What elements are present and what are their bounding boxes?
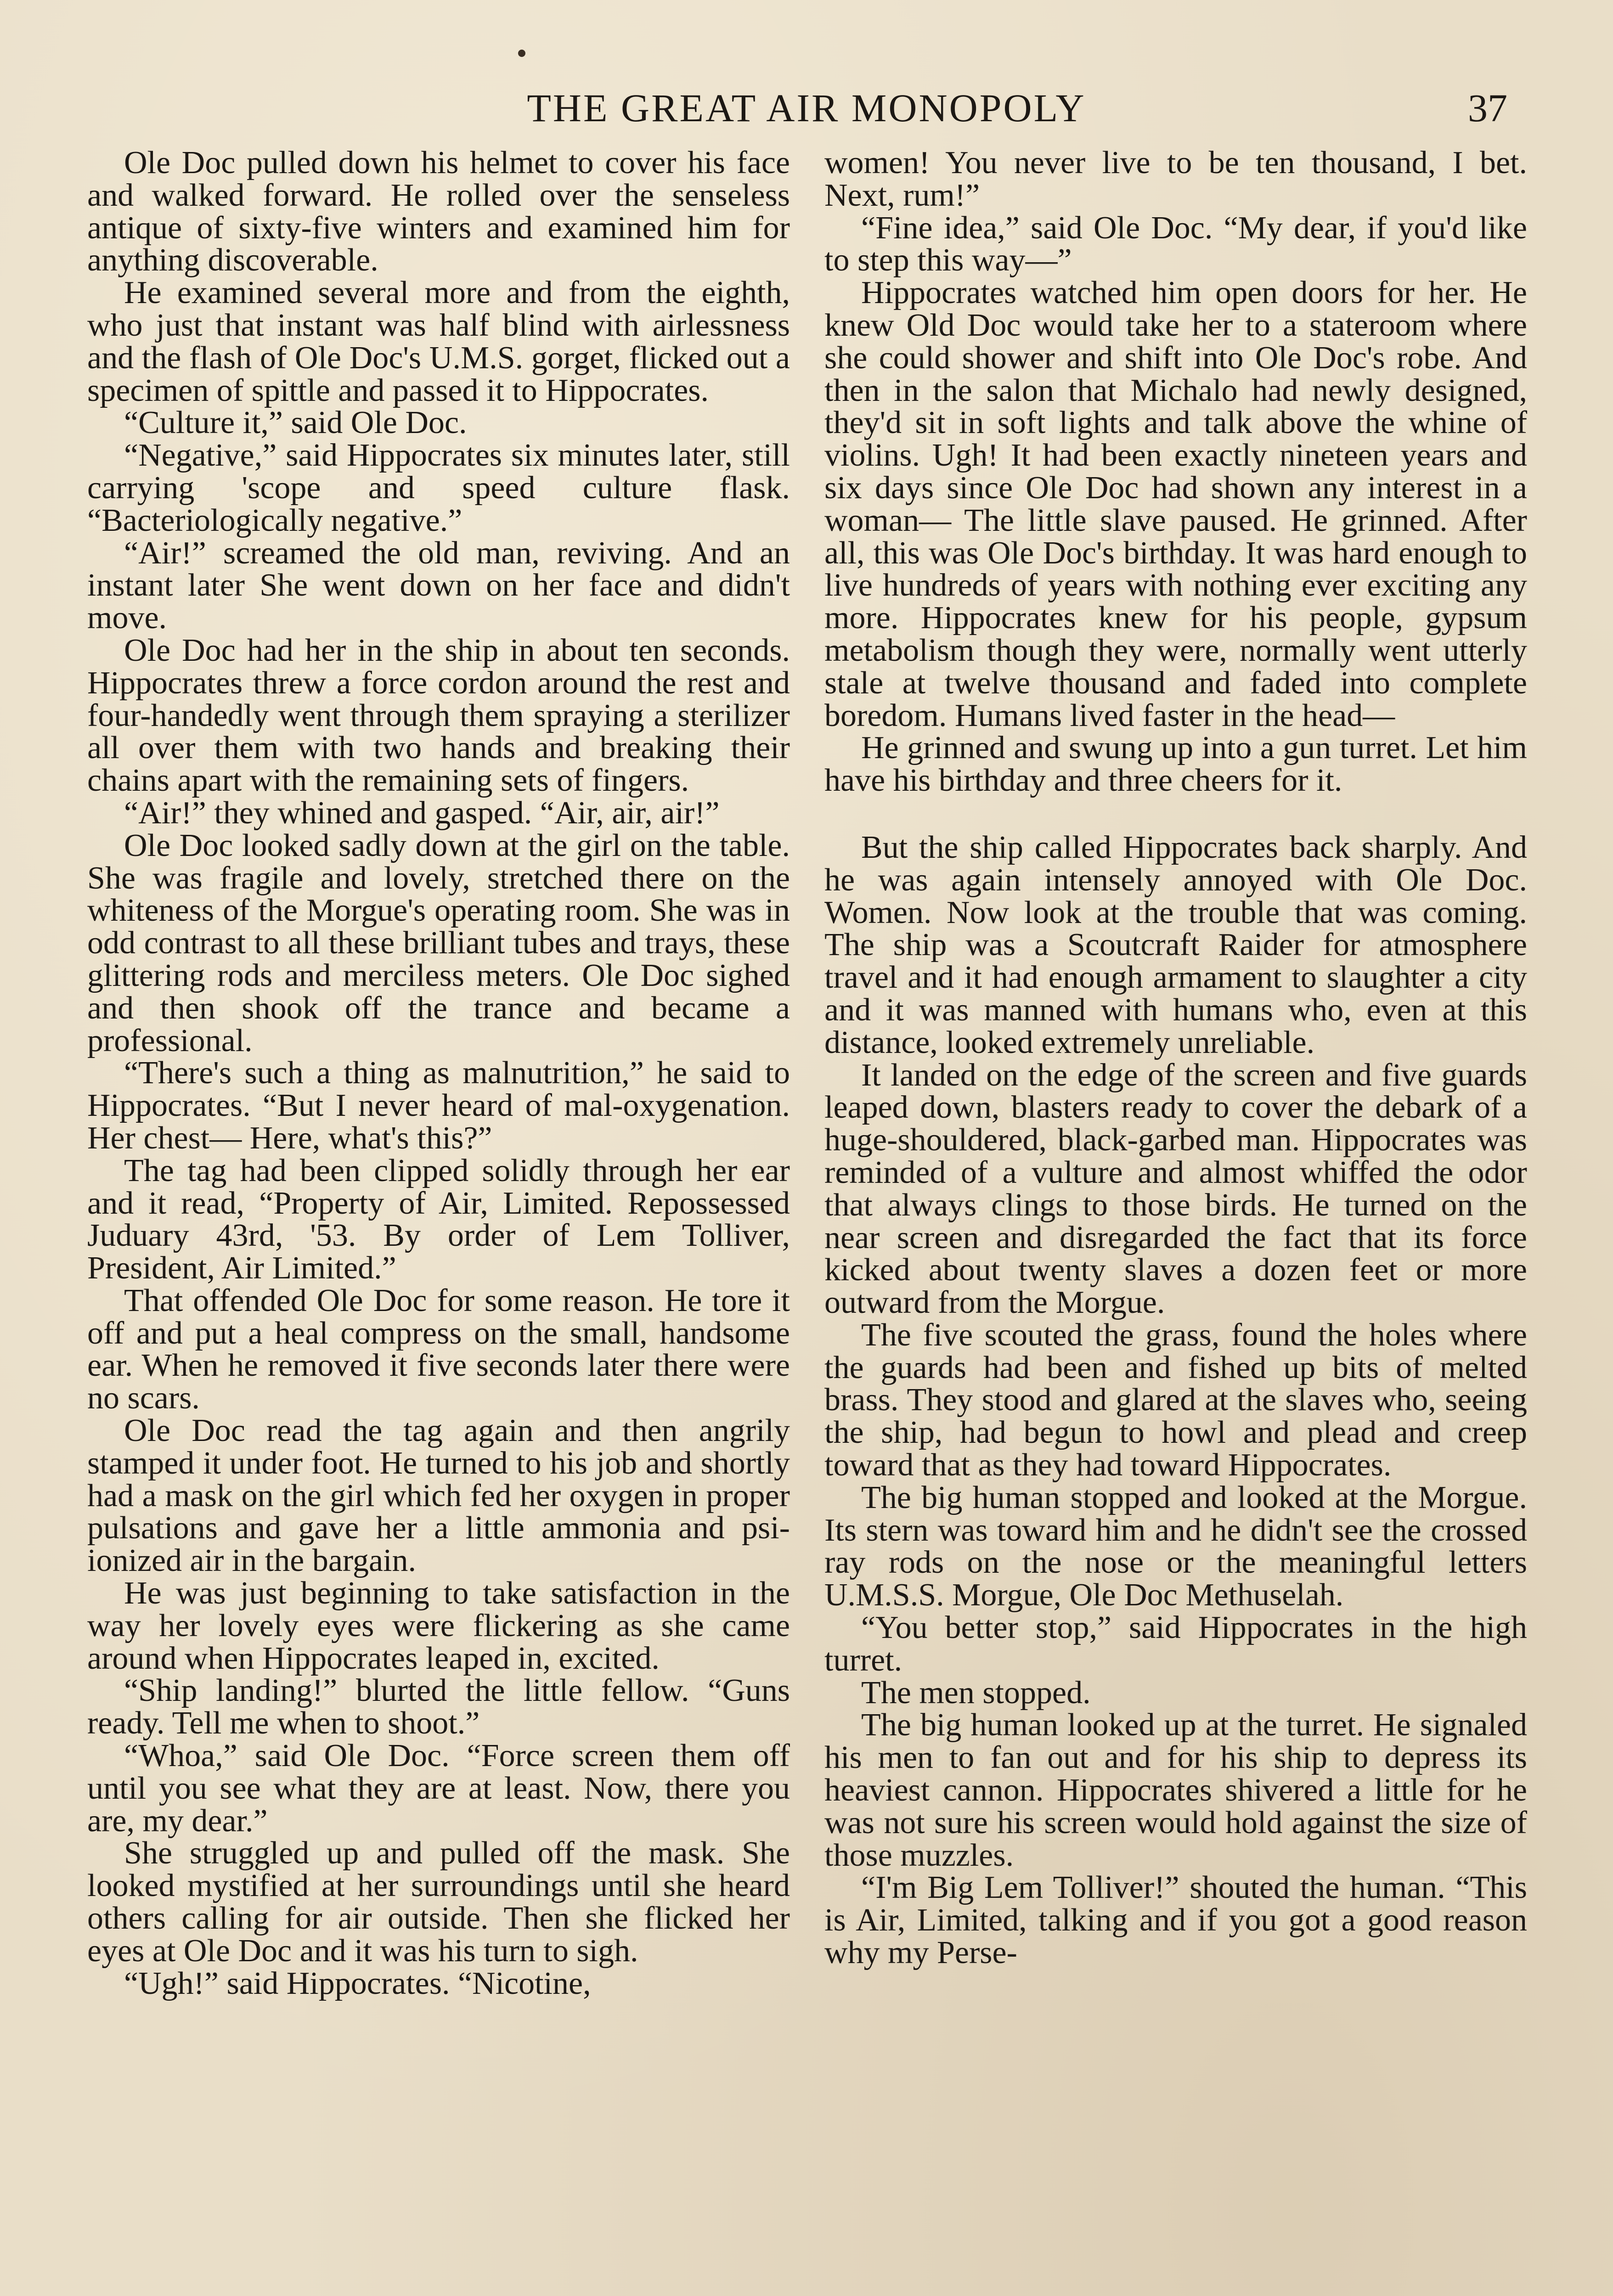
paragraph: “Fine idea,” said Ole Doc. “My dear, if you'd like to step this way—” — [824, 210, 1527, 278]
paragraph: The big human looked up at the turret. He signaled his men to fan out and for his ship to depress its heaviest cannon. Hippocrates shivered a little for he was not sure his screen would hold against the size of those muzzles. — [824, 1707, 1527, 1873]
paragraph: But the ship called Hippocrates back sharply. And he was again intensely annoyed with Ole Doc. Women. Now look at the trouble that was coming. The ship was a Scoutcraft Raider for atmosphere travel and it had enough armament to slaughter a city and it was manned with humans who, even at this distance, looked extremely unreliable. — [824, 829, 1527, 1060]
paragraph: “You better stop,” said Hippocrates in the high turret. — [824, 1610, 1527, 1678]
paragraph: “Air!” screamed the old man, reviving. And an instant later She went down on her face and didn't move. — [87, 535, 790, 636]
right-text-column — [824, 147, 1527, 2296]
paragraph: Ole Doc read the tag again and then angrily stamped it under foot. He turned to his job and shortly had a mask on the girl which fed her oxygen in proper pulsations and gave her a little ammonia and psi-ionized air in the bargain. — [87, 1413, 790, 1579]
paragraph: The five scouted the grass, found the holes where the guards had been and fished up bits of melted brass. They stood and glared at the slaves who, seeing the ship, had begun to howl and plead and creep toward that as they had toward Hippocrates. — [824, 1317, 1527, 1483]
paragraph: The tag had been clipped solidly through her ear and it read, “Property of Air, Limited. Repossessed Juduary 43rd, '53. By order of Lem Tolliver, President, Air Limited.” — [87, 1153, 790, 1286]
paragraph: The big human stopped and looked at the Morgue. Its stern was toward him and he didn't see the crossed ray rods on the nose or the meaningful letters U.M.S.S. Morgue, Ole Doc Methuselah. — [824, 1480, 1527, 1613]
paragraph: Ole Doc looked sadly down at the girl on the table. She was fragile and lovely, stretched there on the whiteness of the Morgue's operating room. She was in odd contrast to all these brilliant tubes and trays, these glittering rods and merciless meters. Ole Doc sighed and then shook off the trance and became a professional. — [87, 827, 790, 1058]
print-speck — [518, 50, 525, 57]
paragraph: The men stopped. — [861, 1675, 1091, 1711]
paragraph: “Ship landing!” blurted the little fellow. “Guns ready. Tell me when to shoot.” — [87, 1673, 790, 1741]
paragraph: Ole Doc had her in the ship in about ten seconds. Hippocrates threw a force cordon around the rest and four-handedly went through them spraying a sterilizer all over them with two hands and breaking their chains apart with the remaining sets of fingers. — [87, 632, 790, 799]
paragraph: He was just beginning to take satisfaction in the way her lovely eyes were flickering as she came around when Hippocrates leaped in, excited. — [87, 1576, 790, 1676]
page-header — [0, 76, 1613, 135]
paragraph: “There's such a thing as malnutrition,” he said to Hippocrates. “But I never heard of mal-oxygenation. Her chest— Here, what's this?” — [87, 1055, 790, 1156]
section-break — [824, 797, 1527, 832]
paragraph: Ole Doc pulled down his helmet to cover his face and walked forward. He rolled over the senseless antique of sixty-five winters and examined him for anything discoverable. — [87, 147, 790, 278]
paragraph: “Culture it,” said Ole Doc. — [124, 405, 467, 441]
paragraph: “Ugh!” said Hippocrates. “Nicotine, — [124, 1965, 591, 2001]
page-number: 37 — [1468, 86, 1507, 130]
running-title: THE GREAT AIR MONOPOLY — [527, 86, 1086, 130]
paragraph: “Air!” they whined and gasped. “Air, air, air!” — [124, 795, 720, 831]
paragraph: women! You never live to be ten thousand, I bet. Next, rum!” — [824, 147, 1527, 213]
paragraph: He examined several more and from the eighth, who just that instant was half blind with airlessness and the flash of Ole Doc's U.M.S. gorget, flicked out a specimen of spittle and passed it to Hippocrates. — [87, 275, 790, 408]
left-text-column — [87, 147, 790, 2296]
paragraph: That offended Ole Doc for some reason. He tore it off and put a heal compress on the small, handsome ear. When he removed it five seconds later there were no scars. — [87, 1283, 790, 1416]
paragraph: “Negative,” said Hippocrates six minutes later, still carrying 'scope and speed culture flask. “Bacteriologically negative.” — [87, 438, 790, 538]
paragraph: Hippocrates watched him open doors for her. He knew Old Doc would take her to a stateroom where she could shower and shift into Ole Doc's robe. And then in the salon that Michalo had newly designed, they'd sit in soft lights and talk above the whine of violins. Ugh! It had been exactly nineteen years and six days since Ole Doc had shown any interest in a woman— The little slave paused. He grinned. After all, this was Ole Doc's birthday. It was hard enough to live hundreds of years with nothing ever exciting any more. Hippocrates knew for his people, gypsum metabolism though they were, normally went utterly stale at twelve thousand and faded into complete boredom. Humans lived faster in the head— — [824, 275, 1527, 733]
paragraph: It landed on the edge of the screen and five guards leaped down, blasters ready to cover the debark of a huge-shouldered, black-garbed man. Hippocrates was reminded of a vulture and almost whiffed the odor that always clings to those birds. He turned on the near screen and disregarded the fact that its force kicked about twenty slaves a dozen feet or more outward from the Morgue. — [824, 1057, 1527, 1321]
paragraph: He grinned and swung up into a gun turret. Let him have his birthday and three cheers for it. — [824, 730, 1527, 799]
paragraph: “Whoa,” said Ole Doc. “Force screen them off until you see what they are at least. Now, there you are, my dear.” — [87, 1738, 790, 1839]
paragraph: She struggled up and pulled off the mask. She looked mystified at her surroundings until she heard others calling for air outside. Then she flicked her eyes at Ole Doc and it was his turn to sigh. — [87, 1835, 790, 1969]
paragraph: “I'm Big Lem Tolliver!” shouted the human. “This is Air, Limited, talking and if you got a good reason why my Perse- — [824, 1870, 1527, 1971]
